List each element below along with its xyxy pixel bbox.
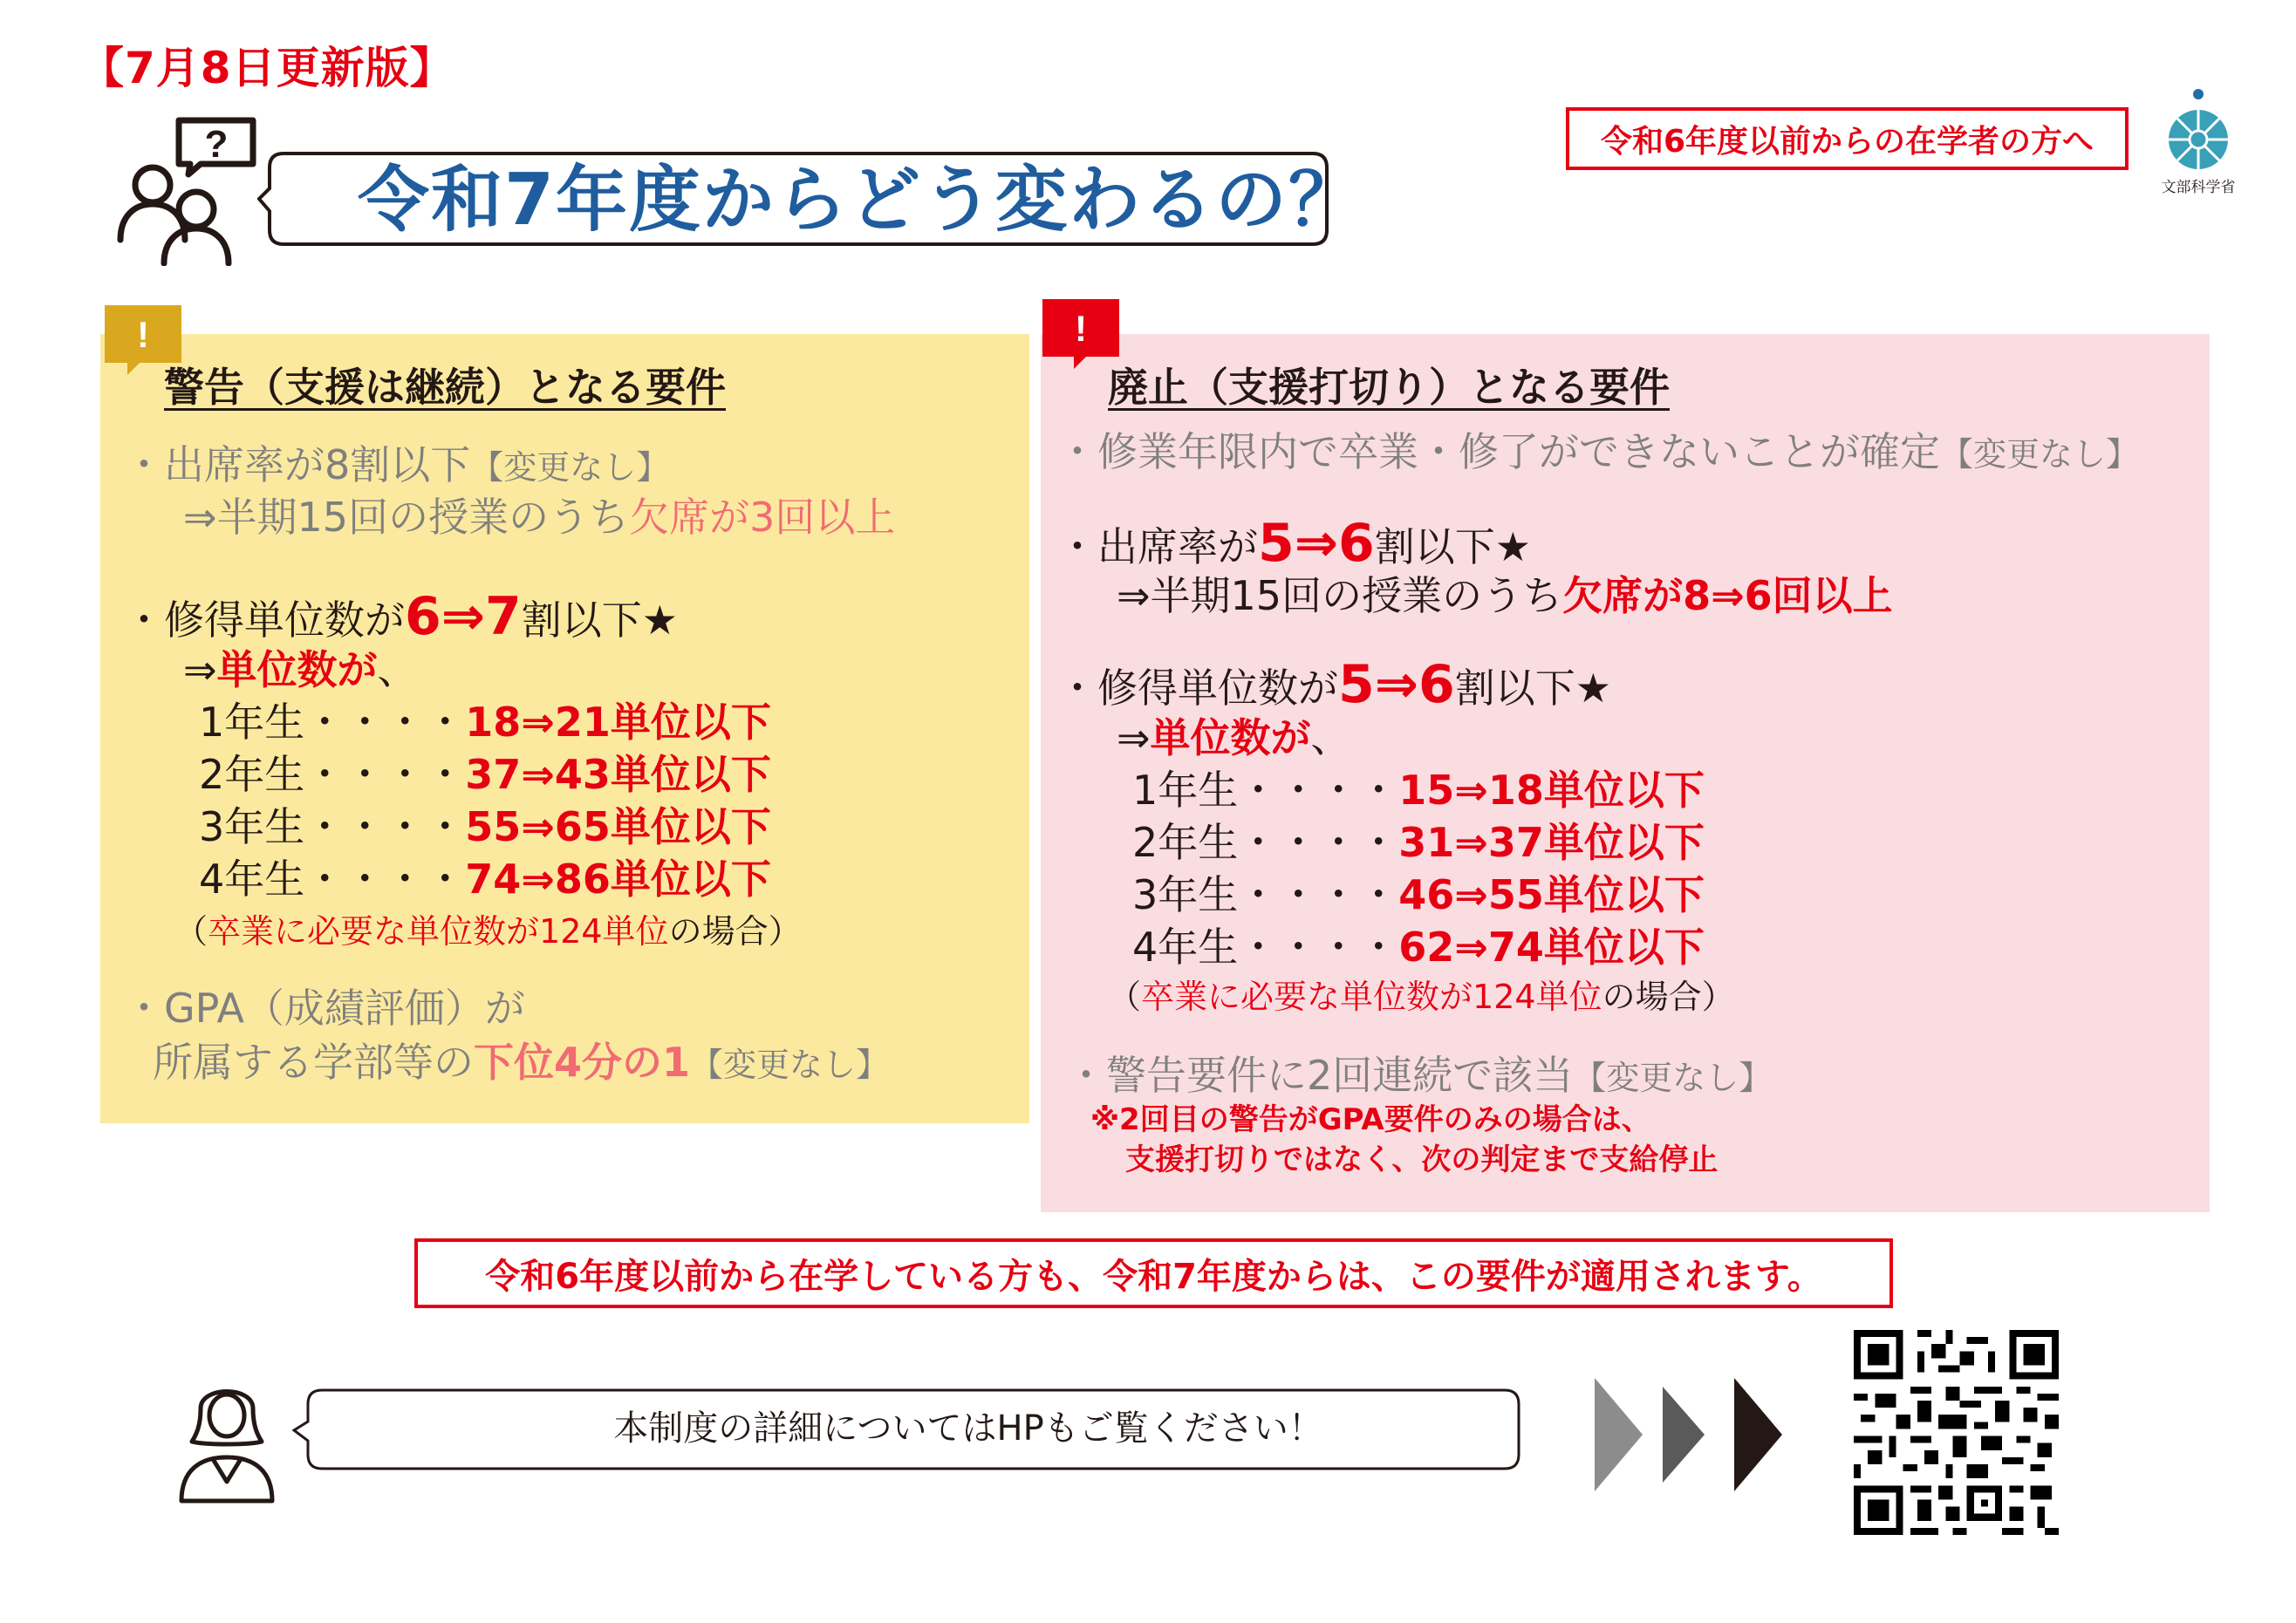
page-title: 令和7年度からどう変わるの？ xyxy=(358,159,1363,242)
abolish-year-1: 1年生・・・・15⇒18単位以下 xyxy=(1132,767,1705,814)
hp-message: 本制度の詳細についてはHPもご覧ください！ xyxy=(613,1408,1323,1449)
abolish-credits: ・修得単位数が5⇒6割以下★ xyxy=(1057,654,1612,715)
warning-year-2: 2年生・・・・37⇒43単位以下 xyxy=(199,751,771,798)
warning-year-4: 4年生・・・・74⇒86単位以下 xyxy=(199,856,771,903)
qr-code[interactable] xyxy=(1854,1330,2059,1535)
warning-year-3: 3年生・・・・55⇒65単位以下 xyxy=(199,803,771,850)
svg-text:!: ! xyxy=(137,314,149,355)
abolish-attendance-detail: ⇒半期15回の授業のうち欠席が8⇒6回以上 xyxy=(1117,572,1893,619)
abolish-year-3: 3年生・・・・46⇒55単位以下 xyxy=(1132,871,1705,918)
svg-text:?: ? xyxy=(204,123,229,166)
woman-icon xyxy=(174,1374,279,1504)
warning-credits-sub: ⇒単位数が、 xyxy=(183,646,418,693)
abolish-consecutive: ・警告要件に2回連続で該当【変更なし】 xyxy=(1066,1052,1773,1099)
warning-credits-note: （卒業に必要な単位数が124単位の場合） xyxy=(174,912,802,951)
abolish-graduation: ・修業年限内で卒業・修了ができないことが確定【変更なし】 xyxy=(1057,428,2140,475)
abolish-year-4: 4年生・・・・62⇒74単位以下 xyxy=(1132,924,1705,971)
warning-attendance: ・出席率が8割以下【変更なし】 xyxy=(124,441,670,488)
abolish-attendance: ・出席率が5⇒6割以下★ xyxy=(1057,513,1532,574)
warning-gpa: ・GPA（成績評価）が xyxy=(124,985,525,1032)
abolish-year-2: 2年生・・・・31⇒37単位以下 xyxy=(1132,819,1705,866)
warning-credits: ・修得単位数が6⇒7割以下★ xyxy=(124,586,679,647)
audience-badge: 令和6年度以前からの在学者の方へ xyxy=(1566,107,2129,170)
question-people-icon xyxy=(113,113,262,266)
abolish-consecutive-note-2: 支援打切りではなく、次の判定まで支給停止 xyxy=(1125,1142,1719,1177)
svg-text:!: ! xyxy=(1075,308,1087,349)
warning-attendance-detail: ⇒半期15回の授業のうち欠席が3回以上 xyxy=(183,494,896,541)
update-label: 【7月8日更新版】 xyxy=(80,43,454,93)
abolish-credits-note: （卒業に必要な単位数が124単位の場合） xyxy=(1108,978,1735,1016)
mext-label: 文部科学省 xyxy=(2161,179,2236,196)
warning-gpa-detail: 所属する学部等の下位4分の1【変更なし】 xyxy=(153,1039,890,1086)
applicability-notice: 令和6年度以前から在学している方も、令和7年度からは、この要件が適用されます。 xyxy=(414,1238,1893,1308)
abolish-consecutive-note-1: ※2回目の警告がGPA要件のみの場合は、 xyxy=(1090,1102,1651,1137)
warning-year-1: 1年生・・・・18⇒21単位以下 xyxy=(199,699,771,746)
triple-arrow-icon xyxy=(1595,1378,1795,1491)
warning-heading: 警告（支援は継続）となる要件 xyxy=(164,364,726,411)
abolish-credits-sub: ⇒単位数が、 xyxy=(1117,714,1351,761)
abolish-heading: 廃止（支援打切り）となる要件 xyxy=(1108,364,1670,411)
